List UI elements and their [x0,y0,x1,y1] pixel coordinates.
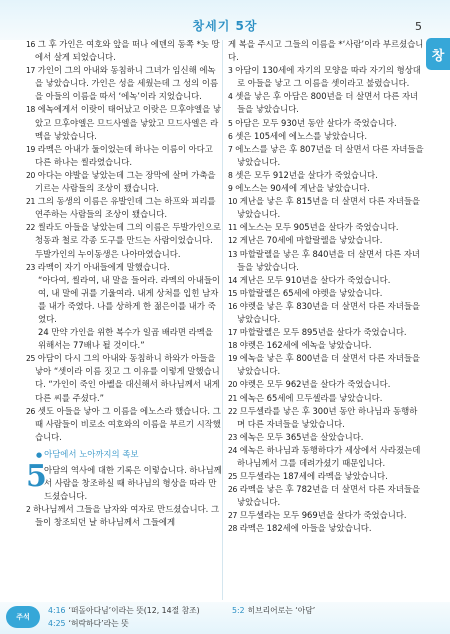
verse-number: 18 [228,341,238,351]
quote-line-1: “아다여, 씰라여, 내 말을 들어라. 라멕의 아내들이여, 내 말에 귀를 기울여라. 내게 상처를 입힌 남자를 내가 죽였다. 나를 상하게 한 젊은이를 내가 죽였다. [38,274,221,324]
verse-text: 라멕을 낳은 후 782년을 더 살면서 다른 자녀들을 낳았습니다. [237,484,420,508]
verse [26,64,222,103]
verse [228,274,424,287]
verse-number: 17 [26,66,36,76]
verse [26,169,222,195]
verse-text: 마할랄렐을 낳은 후 840년을 더 살면서 다른 자녀들을 낳았습니다. [237,248,420,272]
verse-number: 3 [228,66,233,76]
verse [228,287,424,300]
verse-number: 17 [228,328,238,338]
verse-number: 26 [26,406,36,416]
verse-number: 28 [228,524,238,534]
verse-text: 에녹에게서 이랏이 태어났고 이랏은 므후야엘을 낳았고 므후야엘은 므드사엘을 낳았고 므드사엘은 라멕을 낳았습니다. [35,104,221,141]
right-column [228,38,424,536]
verse [228,352,424,378]
verse-number: 21 [26,197,36,207]
verse-text: 아다는 야발을 낳았는데 그는 장막에 살며 가축을 기르는 사람들의 조상이 됐습니다. [35,169,216,194]
verse [228,195,424,221]
verse-number: 7 [228,144,233,154]
verse-text: 아담이 다시 그의 아내와 동침하니 하와가 아들을 낳아 “셋이라 이름 짓고 그 이유를 이렇게 말했습니다. “가인이 죽인 아벨을 대신해서 하나님께서 내게 다른 씨를 주셨다.” [35,353,220,403]
verse-number: 27 [228,511,238,521]
verse [26,143,222,169]
verse [228,182,424,195]
verse-number: 4 [228,92,233,102]
verse-text: 에녹은 65세에 므두셀라를 낳았습니다. [239,392,383,403]
footnote-1: 4:16 ‘떠돌아다님’이라는 뜻(12, 14절 참조) [48,606,200,615]
chapter-start [26,459,222,503]
verse-number: 16 [228,301,238,311]
verse-number: 15 [228,288,238,298]
verse [228,64,424,90]
verse-text: 아담은 모두 930년 동안 살다가 죽었습니다. [235,117,397,128]
verse-number: 11 [228,223,238,233]
verse-text: 셋도 아들을 낳아 그 이름을 에노스라 했습니다. 그때 사람들이 비로소 여호와의 이름을 부르기 시작했습니다. [35,405,221,442]
verse [228,392,424,405]
page-number: 5 [415,20,422,33]
verse-text: 므두셀라는 모두 969년을 살다가 죽었습니다. [239,510,407,521]
verse-number: 26 [228,485,238,495]
verse-number: 24 [228,445,238,455]
verse-number: 8 [228,170,233,180]
verse [228,248,424,274]
verse [228,378,424,391]
verse-text: 게난은 모두 910년을 살다가 죽었습니다. [239,274,391,285]
verse [26,38,222,64]
verse [228,483,424,509]
chapter-number: 5 [26,459,47,494]
verse [228,509,424,522]
verse-number: 20 [26,170,36,180]
verse-number: 25 [228,472,238,482]
verse-text: 므두셀라를 낳은 후 300년 동안 하나님과 동행하며 다른 자녀들을 낳았습니다. [237,405,418,429]
verse [228,339,424,352]
verse-text: 그의 동생의 이름은 유발인데 그는 하프와 피리를 연주하는 사람들의 조상이 됐습니다. [35,196,216,220]
verse-number: 14 [228,275,238,285]
chapter-title: 창세기 5장 [192,19,258,33]
verse-text: 셋은 모두 912년을 살다가 죽었습니다. [235,169,378,180]
verse-number: 19 [26,144,36,154]
book-side-tab[interactable]: 창 [426,38,450,70]
left-column [26,38,222,529]
column-divider [222,40,223,600]
footnote-3: 5:2 히브리어로는 ‘아담’ [232,606,316,615]
verse-text: 에노스는 90세에 게난을 낳았습니다. [235,183,370,194]
verse [228,300,424,326]
verse-number: 6 [228,131,233,141]
verse [228,234,424,247]
verse-text: 게난을 낳은 후 815년을 더 살면서 다른 자녀들을 낳았습니다. [237,196,420,220]
verse-text: 야렛은 162세에 에녹을 낳았습니다. [239,340,372,351]
verse [228,522,424,535]
quote-line-2: 24 만약 가인을 위한 복수가 일곱 배라면 라멕을 위해서는 77배나 될 것이다.” [38,327,213,351]
verse-number: 25 [26,354,36,364]
verse [228,470,424,483]
verse-number: 20 [228,380,238,390]
footnotes-bar [0,602,450,634]
verse-number: 9 [228,184,233,194]
verse-continuation: 게 복을 주시고 그들의 이름을 *‘사람’이라 부르셨습니다. [228,39,424,63]
verse-text: 므두셀라는 187세에 라멕을 낳았습니다. [239,471,388,482]
verse [228,130,424,143]
verse-number: 10 [228,197,238,207]
verse-number: 21 [228,393,238,403]
verse-text: 에노스는 모두 905년을 살다가 죽었습니다. [239,222,399,233]
verse [228,405,424,431]
verse-number: 19 [228,354,238,364]
section-marker-icon: ● [36,450,43,459]
verse-text: 가인이 그의 아내와 동침하니 그녀가 임신해 에녹을 낳았습니다. 가인은 성을 세웠는데 그 성의 이름을 아들의 이름을 따서 ‘에녹’이라 지었습니다. [35,65,219,102]
verse-text: 라멕이 자기 아내들에게 말했습니다. [37,261,170,272]
verse [228,90,424,116]
verse-text: 셋은 105세에 에노스를 낳았습니다. [235,130,368,141]
verse [228,221,424,234]
verse-text: 셋을 낳은 후 아담은 800년을 더 살면서 다른 자녀들을 낳았습니다. [235,91,419,115]
verse [228,117,424,130]
verse: 2 하나님께서 그들을 남자와 여자로 만드셨습니다. 그들이 창조되던 날 하나님께서 그들에게 [26,504,220,528]
verse-number: 22 [228,406,238,416]
verse [26,195,222,221]
verse-number: 18 [26,105,36,115]
verse-number: 5 [228,118,233,128]
verse-number: 16 [26,40,36,49]
footnote-icon: 주석 [6,606,40,628]
verse [26,103,222,142]
verse-text: 에노스를 낳은 후 807년을 더 살면서 다른 자녀들을 낳았습니다. [235,143,424,167]
verse-text: 그 후 가인은 여호와 앞을 떠나 에덴의 동쪽 *놋 땅에서 살게 되었습니다. [35,39,220,63]
verse [228,169,424,182]
verse-text: 야렛을 낳은 후 830년을 더 살면서 다른 자녀들을 낳았습니다. [237,300,420,324]
verse-text: 라멕은 182세에 아들을 낳았습니다. [239,523,372,534]
verse [228,326,424,339]
verse [26,221,222,260]
verse-number: 23 [26,262,36,272]
verse-number: 12 [228,236,238,246]
verse-text: 에녹은 하나님과 동행하다가 세상에서 사라졌는데 하나님께서 그를 데려가셨기 때문입니다. [237,444,421,468]
chapter-start-text: 아담의 역사에 대한 기록은 이렇습니다. 하나님께서 사람을 창조하실 때 하나님의 형상을 따라 만드셨습니다. [44,465,222,502]
verse-text: 에녹은 모두 365년을 살았습니다. [239,431,364,442]
verse-text: 씰라도 아들을 낳았는데 그의 이름은 두발가인으로 청동과 철로 각종 도구를 만드는 사람이었습니다. 두발가인의 누이동생은 나아마였습니다. [35,222,221,259]
footnote-2: 4:25 ‘허락하다’라는 뜻 [48,619,129,628]
verse-number: 13 [228,249,238,259]
page-header [0,0,450,40]
verse [26,261,222,274]
verse [26,352,222,404]
verse [228,431,424,444]
verse [228,143,424,169]
verse-number: 23 [228,432,238,442]
verse [26,405,222,444]
section-heading: ● 아담에서 노아까지의 족보 [36,448,139,459]
verse-text: 야렛은 모두 962년을 살다가 죽었습니다. [239,379,391,390]
verse [228,444,424,470]
verse-text: 아담이 130세에 자기의 모양을 따라 자기의 형상대로 아들을 낳고 그 이름을 셋이라고 불렀습니다. [235,65,421,89]
verse-text: 마할랄렐은 모두 895년을 살다가 죽었습니다. [239,327,407,338]
verse-text: 라멕은 아내가 둘이었는데 하나는 이름이 아다고 다른 하나는 씰라였습니다. [35,143,213,167]
verse-text: 에녹을 낳은 후 800년을 더 살면서 다른 자녀들을 낳았습니다. [237,353,420,377]
verse-number: 22 [26,223,36,233]
verse-text: 마할랄렐은 65세에 야렛을 낳았습니다. [239,287,383,298]
verse-text: 게난은 70세에 마할랄렐을 낳았습니다. [239,235,383,246]
